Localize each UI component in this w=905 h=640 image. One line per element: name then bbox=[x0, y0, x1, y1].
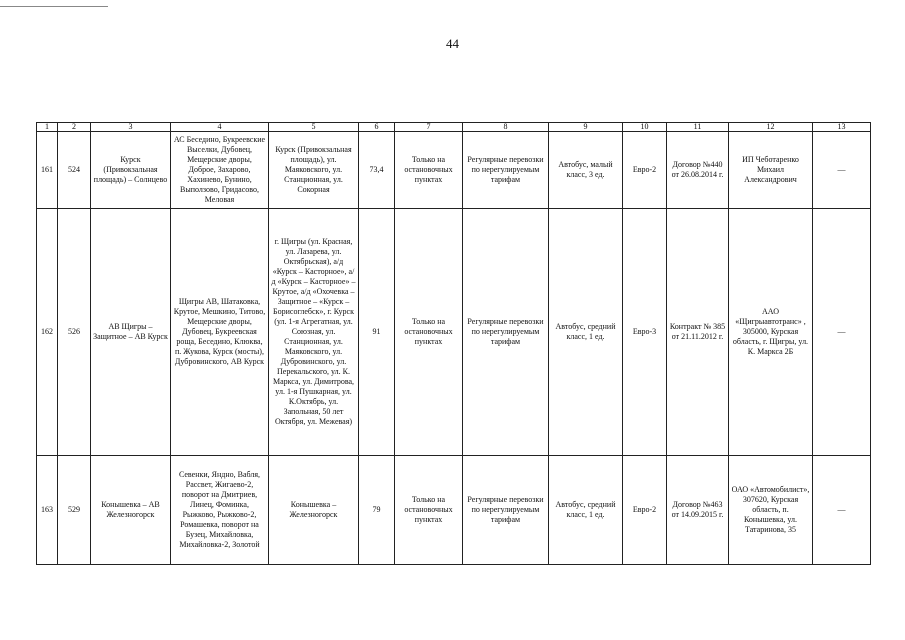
route-streets: Конышевка – Железногорск bbox=[269, 456, 359, 565]
route-streets: г. Щигры (ул. Красная, ул. Лазарева, ул. Октябрьская), а/д «Курск – Касторное», а/д «Курск – Касторное» – Крутое, а/д «Охочевка – Защитное – «Курск – Борисоглебск», г. Курск (ул. 1-я Агрегатная, ул. Союзная, ул. Станционная, ул. Маяковского, ул. Дубровинского, ул. Перекальского, ул. К. Маркса, ул. Димитрова, ул. 1-я Пушкарная, ул. К.Октябрь, ул. Запольная, 50 лет Октября, ул. Межевая) bbox=[269, 209, 359, 456]
table-row bbox=[37, 209, 871, 456]
header-cell: 4 bbox=[171, 123, 269, 132]
stop-order: Только на остановочных пунктах bbox=[395, 209, 463, 456]
header-cell: 11 bbox=[667, 123, 729, 132]
eco-class: Евро-2 bbox=[623, 132, 667, 209]
eco-class: Евро-3 bbox=[623, 209, 667, 456]
stop-order: Только на остановочных пунктах bbox=[395, 456, 463, 565]
route-number: 163 bbox=[37, 456, 58, 565]
header-row bbox=[37, 123, 871, 132]
contract-info: Договор №463 от 14.09.2015 г. bbox=[667, 456, 729, 565]
contract-info: Контракт № 385 от 21.11.2012 г. bbox=[667, 209, 729, 456]
transport-kind: Регулярные перевозки по нерегулируемым тарифам bbox=[463, 209, 549, 456]
eco-class: Евро-2 bbox=[623, 456, 667, 565]
route-name: Курск (Привокзальная площадь) – Солнцево bbox=[91, 132, 171, 209]
route-number: 162 bbox=[37, 209, 58, 456]
header-cell: 10 bbox=[623, 123, 667, 132]
registration-number: 526 bbox=[58, 209, 91, 456]
route-name: АВ Щигры – Защитное – АВ Курск bbox=[91, 209, 171, 456]
header-cell: 7 bbox=[395, 123, 463, 132]
route-number: 161 bbox=[37, 132, 58, 209]
table-row bbox=[37, 456, 871, 565]
registration-number: 524 bbox=[58, 132, 91, 209]
vehicle-info: Автобус, средний класс, 1 ед. bbox=[549, 209, 623, 456]
header-cell: 8 bbox=[463, 123, 549, 132]
vehicle-info: Автобус, средний класс, 1 ед. bbox=[549, 456, 623, 565]
header-cell: 5 bbox=[269, 123, 359, 132]
route-stops: Щигры АВ, Шатаковка, Крутое, Мешкино, Титово, Мещерские дворы, Дубовец, Букреевская роща, Беседино, Клюква, п. Жукова, Курск (мосты), Дубровинского, АВ Курск bbox=[171, 209, 269, 456]
header-cell: 2 bbox=[58, 123, 91, 132]
route-stops: Севенки, Яндно, Вабля, Рассвет, Жигаево-2, поворот на Дмитриев, Линец, Фоминка, Рыжково, Рыжково-2, Ромашевка, поворот на Бузец, Михайловка, Михайловка-2, Золотой bbox=[171, 456, 269, 565]
header-cell: 9 bbox=[549, 123, 623, 132]
header-cell: 12 bbox=[729, 123, 813, 132]
route-stops: АС Беседино, Букреевские Выселки, Дубовец, Мещерские дворы, Доброе, Захарово, Хахинево, Бунино, Выползово, Гридасово, Меловая bbox=[171, 132, 269, 209]
transport-kind: Регулярные перевозки по нерегулируемым тарифам bbox=[463, 132, 549, 209]
vehicle-info: Автобус, малый класс, 3 ед. bbox=[549, 132, 623, 209]
stop-order: Только на остановочных пунктах bbox=[395, 132, 463, 209]
header-cell: 13 bbox=[813, 123, 871, 132]
header-cell: 1 bbox=[37, 123, 58, 132]
route-length: 79 bbox=[359, 456, 395, 565]
extra-info: — bbox=[813, 209, 871, 456]
routes-table bbox=[36, 122, 871, 565]
carrier-info: ААО «Щигрыавтотранс» , 305000, Курская область, г. Щигры, ул. К. Маркса 2Б bbox=[729, 209, 813, 456]
carrier-info: ОАО «Автомобилист», 307620, Курская область, п. Конышевка, ул. Татаринова, 35 bbox=[729, 456, 813, 565]
header-cell: 6 bbox=[359, 123, 395, 132]
extra-info: — bbox=[813, 132, 871, 209]
route-length: 91 bbox=[359, 209, 395, 456]
route-name: Конышевка – АВ Железногорск bbox=[91, 456, 171, 565]
registration-number: 529 bbox=[58, 456, 91, 565]
extra-info: — bbox=[813, 456, 871, 565]
scan-top-rule bbox=[0, 6, 108, 7]
route-length: 73,4 bbox=[359, 132, 395, 209]
transport-kind: Регулярные перевозки по нерегулируемым тарифам bbox=[463, 456, 549, 565]
carrier-info: ИП Чеботаренко Михаил Александрович bbox=[729, 132, 813, 209]
header-cell: 3 bbox=[91, 123, 171, 132]
route-streets: Курск (Привокзальная площадь), ул. Маяковского, ул. Станционная, ул. Сокорная bbox=[269, 132, 359, 209]
page-number: 44 bbox=[446, 36, 459, 51]
table-row bbox=[37, 132, 871, 209]
contract-info: Договор №440 от 26.08.2014 г. bbox=[667, 132, 729, 209]
